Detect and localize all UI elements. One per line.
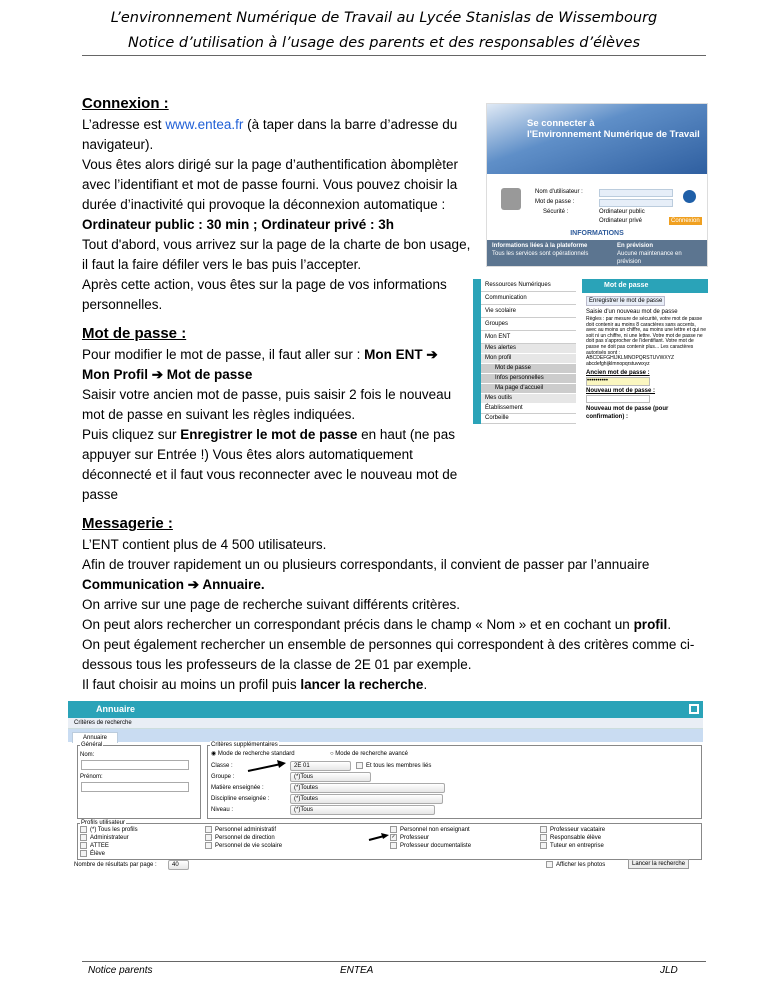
profile-checkbox[interactable] <box>80 826 138 834</box>
login-screenshot <box>486 103 708 267</box>
panel-title: Mot de passe <box>582 279 708 293</box>
label: Afficher les photos <box>556 862 606 869</box>
bold-text: Enregistrer le mot de passe <box>180 427 358 442</box>
profile-checkbox[interactable] <box>540 834 601 842</box>
groupe-select[interactable]: (*)Tous <box>290 772 371 782</box>
label: Groupe : <box>211 774 235 780</box>
bold-text: profil <box>633 617 668 632</box>
old-password-input[interactable]: •••••••••• <box>586 377 650 386</box>
profile-checkbox[interactable] <box>80 850 105 858</box>
password-input[interactable] <box>599 199 673 207</box>
text: Pour modifier le mot de passe, il faut aller sur : <box>82 347 365 362</box>
text: On peut alors rechercher un correspondant précis dans le champ « Nom » et en cochant un <box>82 617 634 632</box>
matiere-select[interactable]: (*)Toutes <box>290 783 445 793</box>
menu-item[interactable]: Mon ENT <box>481 331 576 344</box>
section-messagerie <box>82 513 722 695</box>
search-button[interactable]: Lancer la recherche <box>628 859 689 869</box>
prenom-input[interactable] <box>81 782 189 792</box>
label: Professeur vacataire <box>550 827 606 834</box>
menu-item[interactable]: Ressources Numériques <box>481 279 576 292</box>
profile-checkbox[interactable] <box>390 842 471 850</box>
login-title: Se connecter à <box>527 118 595 129</box>
niveau-select[interactable]: (*)Tous <box>290 805 435 815</box>
label: Personnel de direction <box>215 835 275 842</box>
info-text: Aucune maintenance en prévision <box>617 251 682 265</box>
footer-left: Notice parents <box>88 965 153 976</box>
password-screenshot <box>473 279 708 424</box>
label: Professeur <box>400 835 430 842</box>
submenu-item[interactable]: Infos personnelles <box>481 374 576 384</box>
radio-public[interactable]: Ordinateur public <box>599 209 645 215</box>
submenu-item[interactable]: Ma page d'accueil <box>481 384 576 394</box>
submenu-item[interactable]: Mon profil <box>481 354 576 364</box>
text: Puis cliquez sur <box>82 427 181 442</box>
label: Administrateur <box>90 835 129 842</box>
label: Prénom: <box>80 774 103 780</box>
text: Il faut choisir au moins un profil puis <box>82 677 301 692</box>
info-heading: En prévision <box>617 243 654 249</box>
arrow-annotation <box>368 833 390 842</box>
header-rule <box>82 55 706 56</box>
profile-checkbox[interactable]: ✓ Professeur <box>391 834 430 842</box>
menu-path: Communication ➔ Annuaire. <box>82 577 265 592</box>
label: Responsable élève <box>550 835 602 842</box>
save-password-button[interactable]: Enregistrer le mot de passe <box>586 296 665 306</box>
connect-button[interactable]: Connexion <box>671 218 700 224</box>
fullscreen-icon[interactable] <box>689 704 699 714</box>
tab-annuaire[interactable]: Annuaire <box>72 732 118 743</box>
info-icon <box>683 190 696 203</box>
username-input[interactable] <box>599 189 673 197</box>
label: Élève <box>90 851 106 858</box>
label: Mode de recherche standard <box>217 751 295 757</box>
footer-center: ENTEA <box>340 965 374 976</box>
label: Tuteur en entreprise <box>550 843 604 850</box>
section-mot-de-passe <box>82 323 467 505</box>
label: Personnel de vie scolaire <box>215 843 283 850</box>
paragraph: Vous êtes alors dirigé sur la page d’authentification àbomplèter avec l’identifiant et mot de passe fourni. Vous pouvez choisir la durée d’inactivité qui provoque la déconnexion automatique : <box>82 157 458 212</box>
label: (*) Tous les profils <box>90 827 138 834</box>
profile-checkbox[interactable] <box>80 842 109 850</box>
label: Nouveau mot de passe : <box>586 388 656 394</box>
paragraph: L’ENT contient plus de 4 500 utilisateurs. <box>82 537 327 552</box>
radio-private[interactable]: Ordinateur privé <box>599 218 643 224</box>
label: Niveau : <box>211 807 234 813</box>
footer-right: JLD <box>660 965 678 976</box>
menu-item[interactable]: Groupes <box>481 318 576 331</box>
submenu-item[interactable]: Mes outils <box>481 394 576 404</box>
label: Personnel non enseignant <box>400 827 470 834</box>
submenu-item[interactable]: Mot de passe <box>481 364 576 374</box>
results-per-page <box>74 861 157 869</box>
header-title: L’environnement Numérique de Travail au Lycée Stanislas de Wissembourg <box>110 10 658 26</box>
section-heading: Connexion : <box>82 95 169 112</box>
submenu-item[interactable]: Mes alertes <box>481 344 576 354</box>
profile-checkbox[interactable] <box>80 834 129 842</box>
menu-item[interactable]: Corbeille <box>481 414 576 424</box>
paragraph: On arrive sur une page de recherche suivant différents critères. <box>82 597 460 612</box>
password-rules: Règles : par mesure de sécurité, votre mot de passe doit contenir au moins 8 caractères sans accents, avec au moins un chiffre, au moins une lettre et qui ne soit ni un chiffre, ni une lettre. Votre mot de passe ne doit pas s'approcher de l'identifiant. Votre mot de passe ne doit pas contenir plus... Les caractères autorisés sont : ABCDEFGHIJKLMNOPQRSTUVWXYZ abcdefghijklmnopqrstuvwxyz <box>586 316 706 367</box>
profile-checkbox[interactable] <box>205 834 275 842</box>
fieldset-legend: Critères supplémentaires <box>211 742 278 748</box>
section-heading: Messagerie : <box>82 515 173 532</box>
bold-text: lancer la recherche <box>300 677 424 692</box>
photos-checkbox[interactable] <box>546 861 605 869</box>
menu-item[interactable]: Communication <box>481 292 576 305</box>
label: Mot de passe : <box>535 199 575 205</box>
profile-checkbox[interactable] <box>390 826 470 834</box>
criteria-header[interactable]: Critères de recherche <box>68 718 703 729</box>
menu-path: Mon ENT ➔ Mon Profil ➔ Mot de passe <box>82 347 438 382</box>
results-select[interactable]: 40 <box>168 860 189 870</box>
profile-checkbox[interactable] <box>540 826 605 834</box>
text: (à taper dans la barre d’adresse du navigateur). <box>82 117 458 152</box>
label: Nombre de résultats par page : <box>74 862 157 868</box>
profile-checkbox[interactable] <box>205 842 282 850</box>
section-connexion <box>82 93 477 315</box>
annuaire-screenshot <box>68 701 703 871</box>
text: L’adresse est <box>82 117 166 132</box>
profile-checkbox[interactable] <box>540 842 604 850</box>
text: en haut (ne pas appuyer sur Entrée !) Vous êtes alors automatiquement déconnecté et il faut vous reconnecter avec le nouveau mot de passe <box>82 427 458 502</box>
section-heading: Mot de passe : <box>82 325 187 342</box>
info-title: INFORMATIONS <box>570 230 624 237</box>
label: Mode de recherche avancé <box>335 751 409 757</box>
label: ATTEE <box>90 843 109 850</box>
label: Professeur documentaliste <box>400 843 472 850</box>
paragraph: On peut également rechercher un ensemble de personnes qui correspondent à des critères comme ci-dessous tous les professeurs de la classe de 2E 01 par exemple. <box>82 637 695 672</box>
label: Personnel administratif <box>215 827 277 834</box>
arrow-annotation <box>246 759 288 773</box>
fieldset-legend: Profils utilisateur <box>81 820 126 826</box>
menu-item[interactable]: Vie scolaire <box>481 305 576 318</box>
paragraph: Saisir votre ancien mot de passe, puis saisir 2 fois le nouveau mot de passe en suivant les règles indiquées. <box>82 387 452 422</box>
info-text: Tous les services sont opérationnels <box>492 251 589 257</box>
paragraph: Afin de trouver rapidement un ou plusieurs correspondants, il convient de passer par l’annuaire <box>82 557 650 572</box>
discipline-select[interactable]: (*)Toutes <box>290 794 443 804</box>
label: Discipline enseignée : <box>211 796 270 802</box>
label: Sécurité : <box>543 209 569 215</box>
login-title: l'Environnement Numérique de Travail <box>527 129 700 140</box>
label: Ancien mot de passe : <box>586 370 650 376</box>
header-subtitle: Notice d’utilisation à l’usage des parents et des responsables d’élèves <box>127 35 641 51</box>
annuaire-title: Annuaire <box>68 701 703 718</box>
label: Nom d'utilisateur : <box>535 189 583 195</box>
fieldset-legend: Général <box>81 742 103 748</box>
radio-standard[interactable]: ◉ Mode de recherche standard <box>211 751 295 757</box>
menu-item[interactable]: Établissement <box>481 404 576 414</box>
footer-rule <box>82 961 706 962</box>
paragraph: Tout d'abord, vous arrivez sur la page de la charte de bon usage, il faut la faire défiler vers le bas puis l’accepter. <box>82 237 471 272</box>
text: . <box>667 617 672 632</box>
label: Nom: <box>80 752 95 758</box>
profile-checkbox[interactable] <box>205 826 276 834</box>
new-password-input[interactable] <box>586 395 650 403</box>
label: Matière enseignée : <box>211 785 264 791</box>
lock-icon <box>501 188 521 210</box>
confirm-password-label: Nouveau mot de passe (pour confirmation) : <box>586 406 669 420</box>
classe-select[interactable]: 2E 01 <box>290 761 351 771</box>
paragraph-bold: Ordinateur public : 30 min ; Ordinateur privé : 3h <box>82 217 395 232</box>
fieldset-legend: Saisie d'un nouveau mot de passe <box>586 309 678 315</box>
nom-input[interactable] <box>81 760 189 770</box>
entea-link[interactable]: www.entea.fr <box>165 117 244 132</box>
label: Et tous les membres liés <box>366 763 432 770</box>
linked-checkbox[interactable] <box>356 762 431 770</box>
label: Classe : <box>211 763 233 769</box>
text: . <box>423 677 428 692</box>
info-heading: Informations liées à la plateforme <box>492 243 588 249</box>
paragraph: Après cette action, vous êtes sur la page de vos informations personnelles. <box>82 277 447 312</box>
radio-advanced[interactable]: ○ Mode de recherche avancé <box>330 751 409 757</box>
